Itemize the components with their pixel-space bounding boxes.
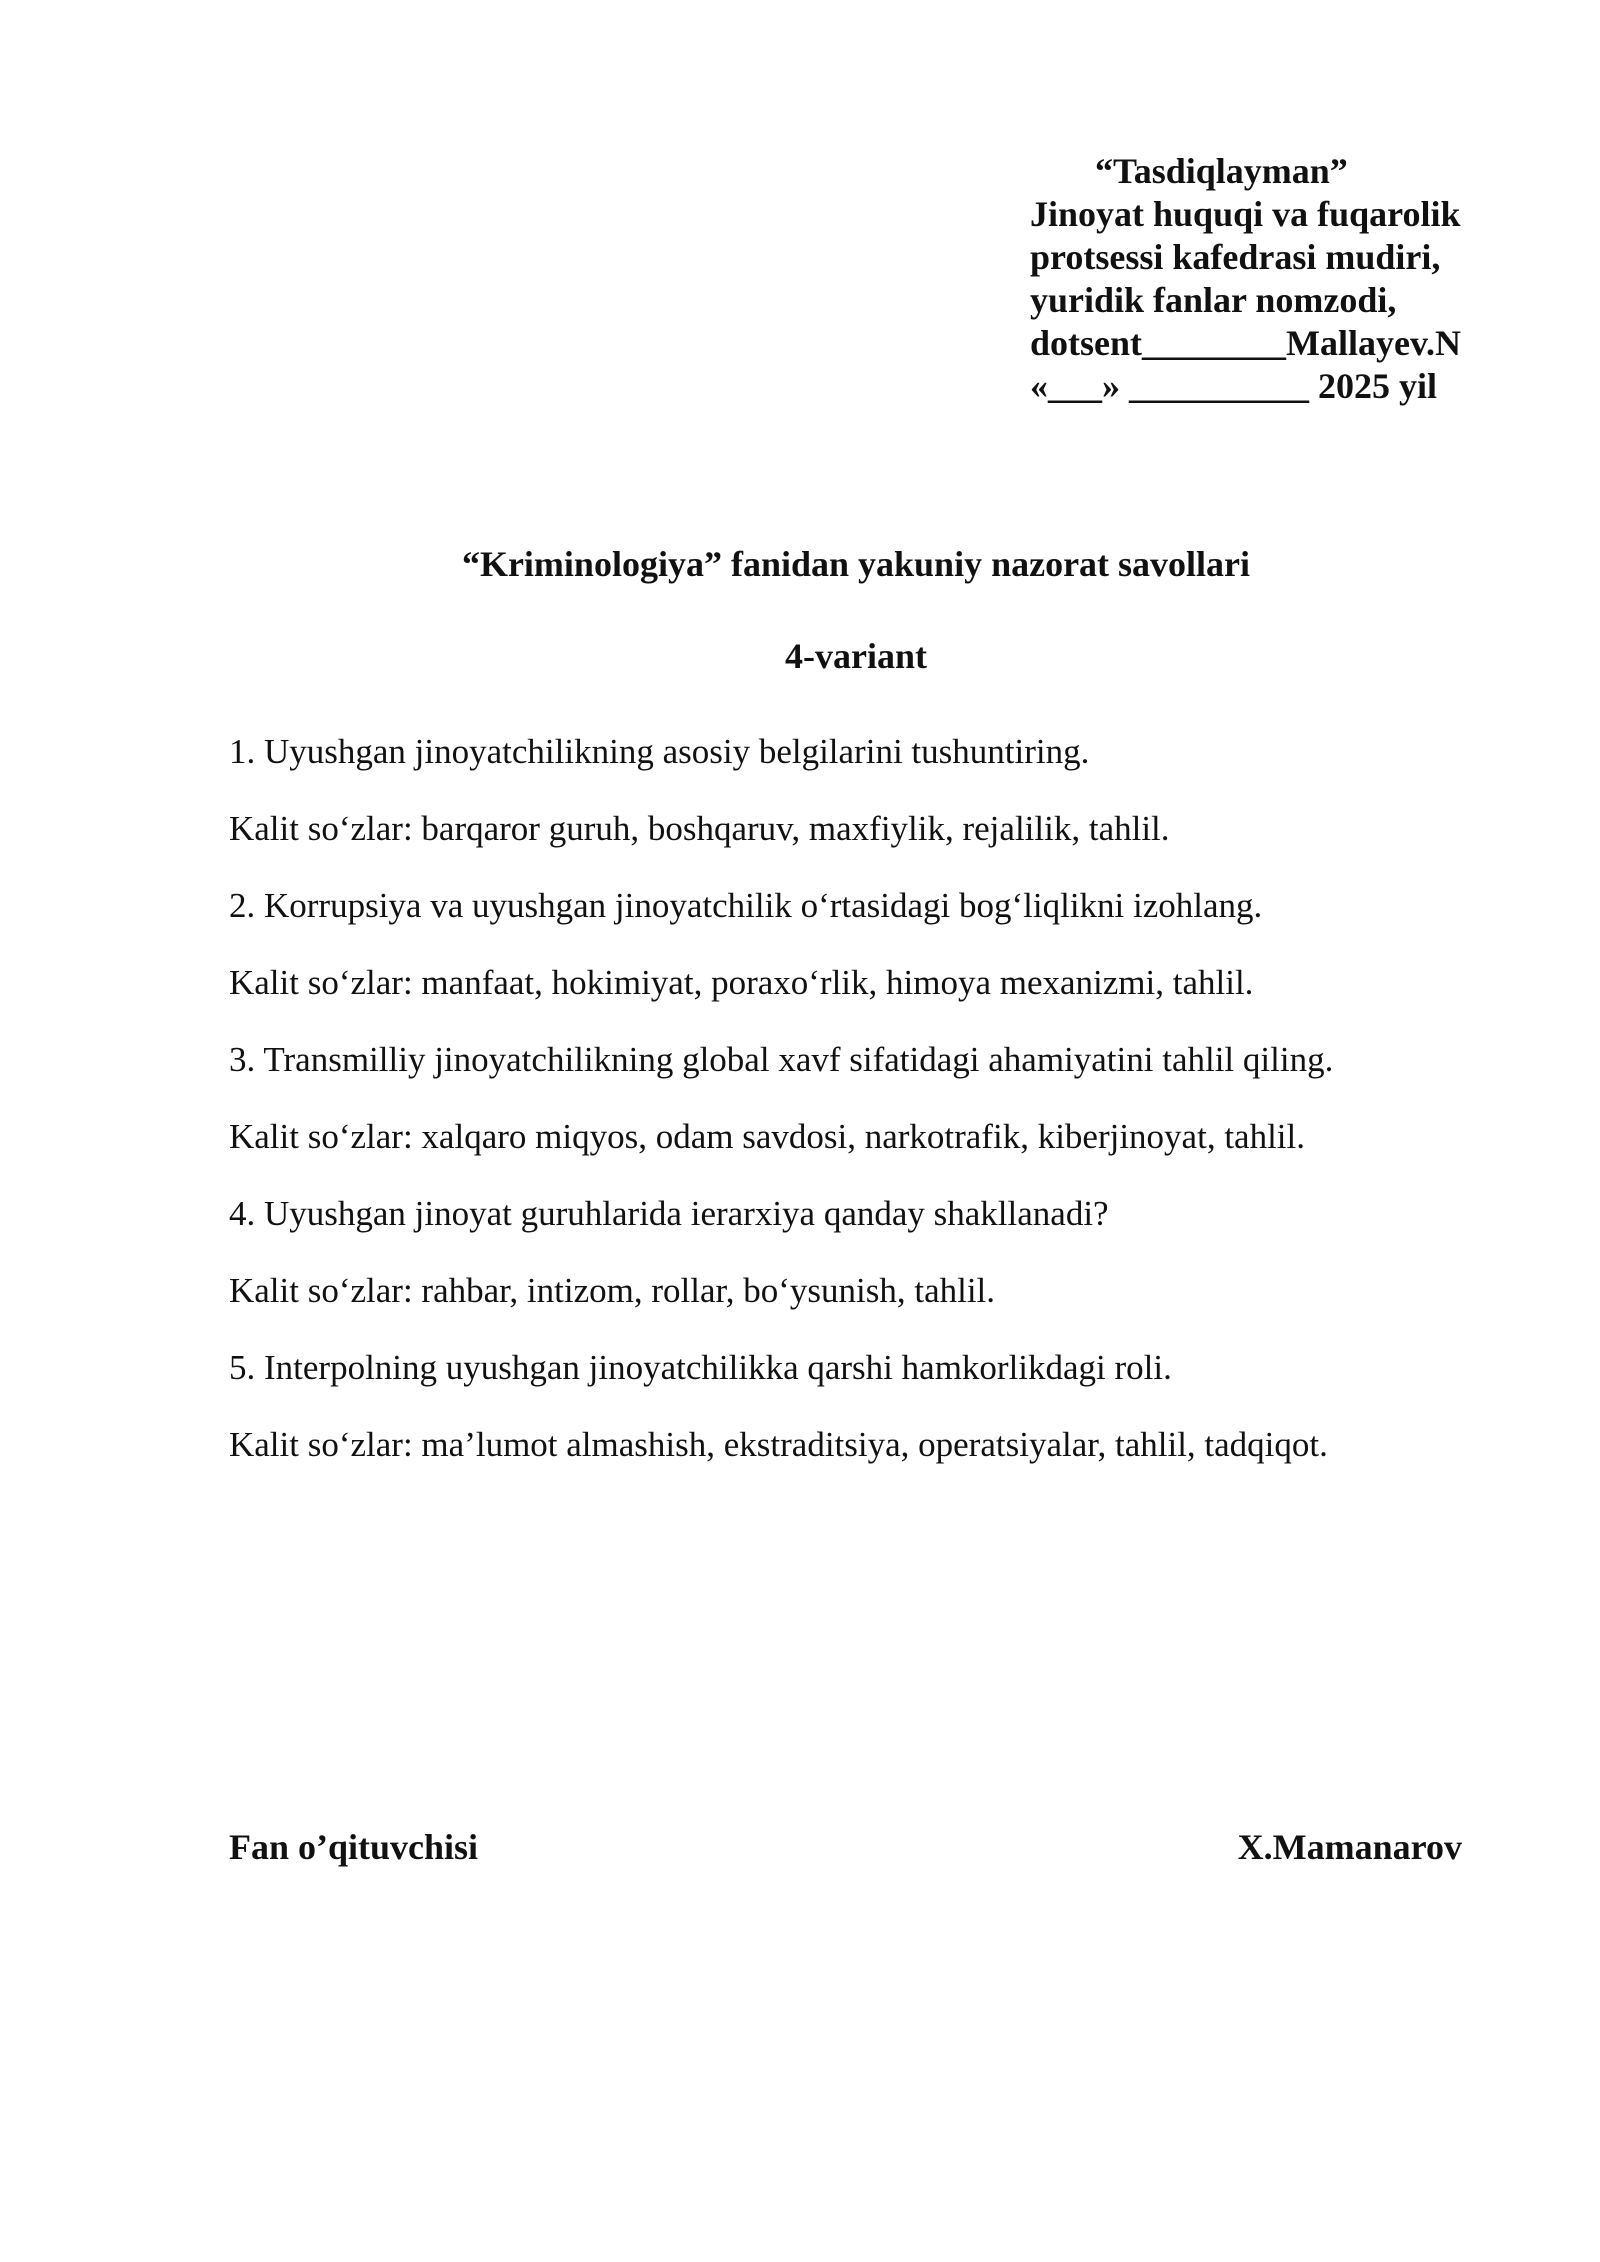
approval-line-signature: dotsent________Mallayev.N bbox=[1030, 323, 1461, 363]
approval-line-degree: yuridik fanlar nomzodi, bbox=[1030, 280, 1397, 320]
question-4: 4. Uyushgan jinoyat guruhlarida ierarxiya qanday shakllanadi? bbox=[229, 1194, 1109, 1233]
question-2: 2. Korrupsiya va uyushgan jinoyatchilik o‘rtasidagi bog‘liqlikni izohlang. bbox=[229, 886, 1263, 925]
keywords-1: Kalit so‘zlar: barqaror guruh, boshqaruv, maxfiylik, rejalilik, tahlil. bbox=[229, 809, 1170, 848]
teacher-role: Fan o’qituvchisi bbox=[229, 1827, 479, 1867]
teacher-name: X.Mamanarov bbox=[1237, 1827, 1462, 1867]
question-1: 1. Uyushgan jinoyatchilikning asosiy belgilarini tushuntiring. bbox=[229, 732, 1090, 771]
keywords-4: Kalit so‘zlar: rahbar, intizom, rollar, bo‘ysunish, tahlil. bbox=[229, 1271, 996, 1310]
approval-line-department-2: protsessi kafedrasi mudiri, bbox=[1030, 237, 1441, 277]
keywords-2: Kalit so‘zlar: manfaat, hokimiyat, poraxo‘rlik, himoya mexanizmi, tahlil. bbox=[229, 963, 1254, 1002]
approval-block bbox=[1030, 150, 1570, 408]
keywords-5: Kalit so‘zlar: ma’lumot almashish, ekstraditsiya, operatsiyalar, tahlil, tadqiqot. bbox=[229, 1425, 1328, 1464]
question-list bbox=[229, 730, 1569, 1500]
keywords-3: Kalit so‘zlar: xalqaro miqyos, odam savdosi, narkotrafik, kiberjinoyat, tahlil. bbox=[229, 1117, 1305, 1156]
approval-heading: “Tasdiqlayman” bbox=[1095, 151, 1348, 191]
question-3: 3. Transmilliy jinoyatchilikning global xavf sifatidagi ahamiyatini tahlil qiling. bbox=[229, 1040, 1334, 1079]
document-title: “Kriminologiya” fanidan yakuniy nazorat savollari bbox=[461, 544, 1251, 584]
approval-line-date: «___» __________ 2025 yil bbox=[1030, 366, 1438, 406]
approval-line-department: Jinoyat huquqi va fuqarolik bbox=[1030, 194, 1461, 234]
variant-label: 4-variant bbox=[785, 636, 927, 676]
question-5: 5. Interpolning uyushgan jinoyatchilikka qarshi hamkorlikdagi roli. bbox=[229, 1348, 1172, 1387]
